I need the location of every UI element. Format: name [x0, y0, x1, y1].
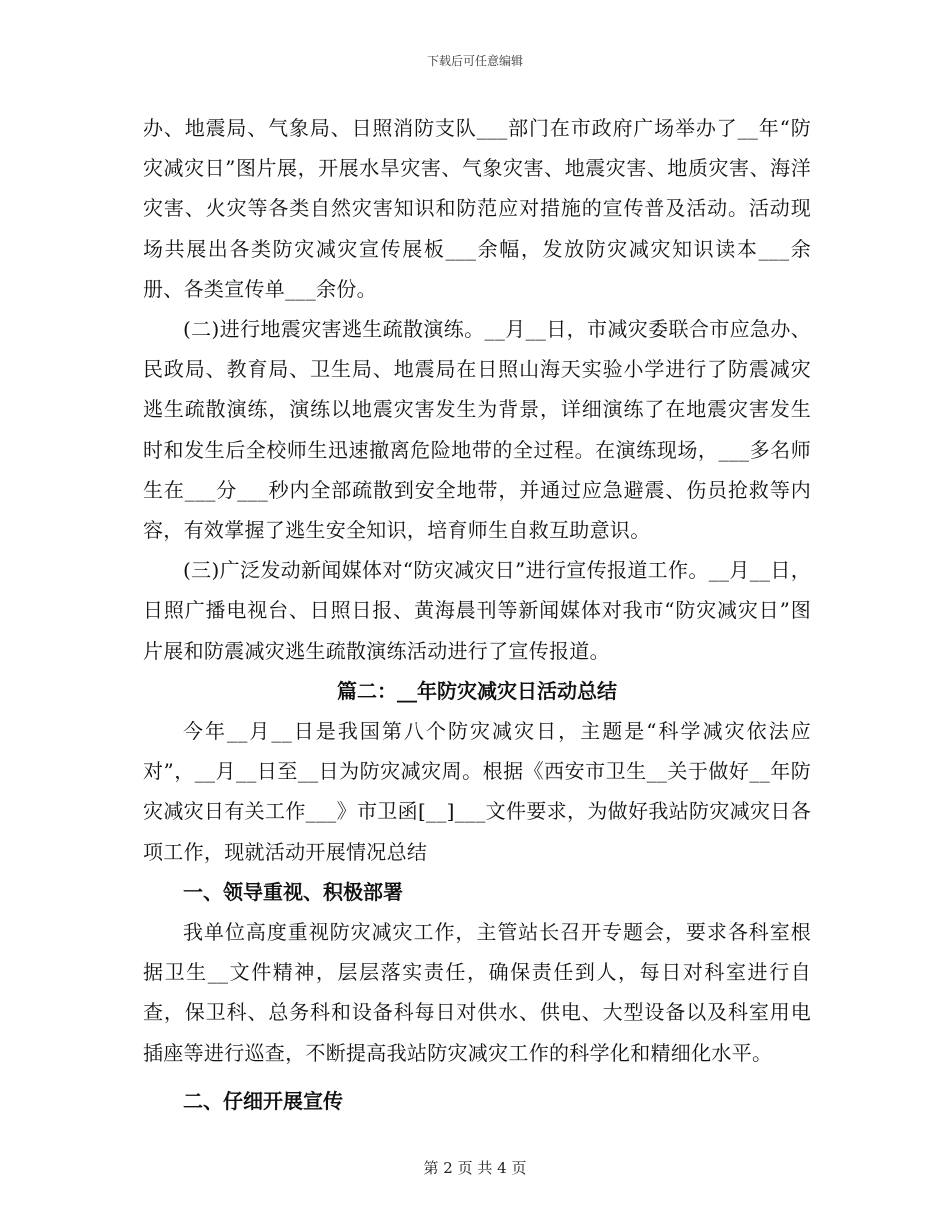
paragraph-intro: 今年__月__日是我国第八个防灾减灾日，主题是“科学减灾依法应对”，__月__日至__日为防灾减灾周。根据《西安市卫生__关于做好__年防灾减灾日有关工作___》市卫函[__]___文件要求，为做好我站防灾减灾日各项工作，现就活动开展情况总结	[143, 719, 811, 864]
page-header-note: 下载后可任意编辑	[426, 54, 523, 68]
document-body	[143, 108, 811, 1121]
section-heading-leadership: 一、领导重视、积极部署	[183, 879, 403, 904]
section-gap	[143, 1073, 811, 1081]
paragraph-media-coverage: (三)广泛发动新闻媒体对“防灾减灾日”进行宣传报道工作。__月__日，日照广播电视台、日照日报、黄海晨刊等新闻媒体对我市“防灾减灾日”图片展和防震减灾逃生疏散演练活动进行了宣传报道。	[143, 558, 811, 663]
paragraph-earthquake-drill: (二)进行地震灾害逃生疏散演练。__月__日，市减灾委联合市应急办、民政局、教育局、卫生局、地震局在日照山海天实验小学进行了防震减灾逃生疏散演练，演练以地震灾害发生为背景，详细演练了在地震灾害发生时和发生后全校师生迅速撤离危险地带的全过程。在演练现场，___多名师生在___分___秒内全部疏散到安全地带，并通过应急避震、伤员抢救等内容，有效掌握了逃生安全知识，培育师生自救互助意识。	[143, 317, 811, 543]
page-number: 第 2 页 共 4 页	[423, 1159, 527, 1177]
chapter-title: 篇二：__年防灾减灾日活动总结	[337, 678, 617, 703]
paragraph-leadership: 我单位高度重视防灾减灾工作，主管站长召开专题会，要求各科室根据卫生__文件精神，层层落实责任，确保责任到人，每日对科室进行自查，保卫科、总务科和设备科每日对供水、供电、大型设备以及科室用电插座等进行巡查，不断提高我站防灾减灾工作的科学化和精细化水平。	[143, 920, 811, 1065]
paragraph-promotion-activities: 办、地震局、气象局、日照消防支队___部门在市政府广场举办了__年“防灾减灾日”图片展，开展水旱灾害、气象灾害、地震灾害、地质灾害、海洋灾害、火灾等各类自然灾害知识和防范应对措施的宣传普及活动。活动现场共展出各类防灾减灾宣传展板___余幅，发放防灾减灾知识读本___余册、各类宣传单___余份。	[143, 116, 811, 301]
section-heading-publicity: 二、仔细开展宣传	[183, 1088, 343, 1113]
